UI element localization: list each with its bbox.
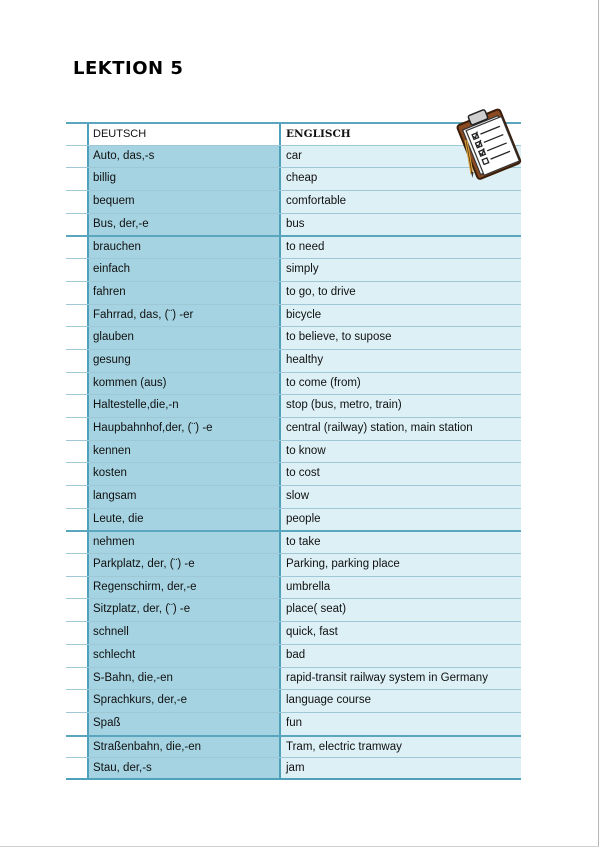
german-term: S-Bahn, die,-en: [87, 668, 281, 690]
row-stub: [66, 418, 87, 440]
german-term: Sprachkurs, der,-e: [87, 690, 281, 712]
row-stub: [66, 532, 87, 553]
english-translation: healthy: [281, 350, 521, 372]
german-term: Spaß: [87, 713, 281, 735]
german-term: Regenschirm, der,-e: [87, 577, 281, 599]
german-term: Bus, der,-e: [87, 214, 281, 236]
row-stub: [66, 486, 87, 508]
german-term: Stau, der,-s: [87, 758, 281, 778]
row-stub: [66, 690, 87, 712]
german-term: billig: [87, 168, 281, 190]
english-translation: slow: [281, 486, 521, 508]
row-stub: [66, 463, 87, 485]
row-stub: [66, 668, 87, 690]
english-translation: to come (from): [281, 373, 521, 395]
table-row: [66, 394, 521, 417]
english-translation: people: [281, 509, 521, 531]
english-translation: jam: [281, 758, 521, 778]
table-row: [66, 440, 521, 463]
german-term: glauben: [87, 327, 281, 349]
english-translation: fun: [281, 713, 521, 735]
row-stub: [66, 373, 87, 395]
row-stub: [66, 124, 87, 145]
table-row: [66, 667, 521, 690]
row-stub: [66, 282, 87, 304]
row-stub: [66, 237, 87, 258]
german-term: kosten: [87, 463, 281, 485]
german-term: Auto, das,-s: [87, 146, 281, 168]
row-stub: [66, 554, 87, 576]
table-header-row: [66, 122, 521, 145]
german-term: schnell: [87, 622, 281, 644]
table-row: [66, 508, 521, 531]
english-translation: quick, fast: [281, 622, 521, 644]
german-term: Straßenbahn, die,-en: [87, 737, 281, 758]
clipboard-checklist-icon: [456, 100, 528, 182]
table-row: [66, 349, 521, 372]
row-stub: [66, 622, 87, 644]
english-translation: bad: [281, 645, 521, 667]
german-term: brauchen: [87, 237, 281, 258]
row-stub: [66, 713, 87, 735]
row-stub: [66, 441, 87, 463]
german-term: nehmen: [87, 532, 281, 553]
table-row: [66, 644, 521, 667]
row-stub: [66, 577, 87, 599]
table-row: [66, 235, 521, 258]
german-term: Leute, die: [87, 509, 281, 531]
row-stub: [66, 758, 87, 778]
english-translation: to take: [281, 532, 521, 553]
row-stub: [66, 191, 87, 213]
row-stub: [66, 146, 87, 168]
row-stub: [66, 599, 87, 621]
english-translation: simply: [281, 259, 521, 281]
table-row: [66, 417, 521, 440]
german-term: einfach: [87, 259, 281, 281]
german-term: Haltestelle,die,-n: [87, 395, 281, 417]
english-translation: Tram, electric tramway: [281, 737, 521, 758]
german-term: schlecht: [87, 645, 281, 667]
english-translation: Parking, parking place: [281, 554, 521, 576]
english-translation: to cost: [281, 463, 521, 485]
table-row: [66, 689, 521, 712]
english-translation: bicycle: [281, 305, 521, 327]
row-stub: [66, 327, 87, 349]
table-row: [66, 576, 521, 599]
table-row: [66, 553, 521, 576]
german-term: bequem: [87, 191, 281, 213]
row-stub: [66, 395, 87, 417]
german-term: langsam: [87, 486, 281, 508]
table-row: [66, 372, 521, 395]
english-translation: rapid-transit railway system in Germany: [281, 668, 521, 690]
vocabulary-table: [66, 122, 521, 780]
english-translation: comfortable: [281, 191, 521, 213]
table-row: [66, 190, 521, 213]
table-row: [66, 712, 521, 735]
table-row: [66, 145, 521, 168]
table-row: [66, 326, 521, 349]
table-row: [66, 757, 521, 780]
table-row: [66, 598, 521, 621]
english-translation: to believe, to supose: [281, 327, 521, 349]
table-row: [66, 304, 521, 327]
german-term: Parkplatz, der, (¨) -e: [87, 554, 281, 576]
row-stub: [66, 168, 87, 190]
english-translation: language course: [281, 690, 521, 712]
table-row: [66, 462, 521, 485]
english-translation: bus: [281, 214, 521, 236]
table-row: [66, 281, 521, 304]
german-term: Fahrrad, das, (¨) -er: [87, 305, 281, 327]
english-translation: central (railway) station, main station: [281, 418, 521, 440]
english-translation: to know: [281, 441, 521, 463]
row-stub: [66, 509, 87, 531]
row-stub: [66, 645, 87, 667]
german-term: kommen (aus): [87, 373, 281, 395]
table-row: [66, 167, 521, 190]
english-translation: stop (bus, metro, train): [281, 395, 521, 417]
table-row: [66, 530, 521, 553]
english-translation: to need: [281, 237, 521, 258]
row-stub: [66, 305, 87, 327]
row-stub: [66, 214, 87, 236]
row-stub: [66, 350, 87, 372]
header-german: DEUTSCH: [87, 124, 281, 145]
table-row: [66, 213, 521, 236]
table-row: [66, 258, 521, 281]
header-english: ENGLISCH: [281, 124, 521, 145]
german-term: gesung: [87, 350, 281, 372]
english-translation: umbrella: [281, 577, 521, 599]
row-stub: [66, 737, 87, 758]
english-translation: place( seat): [281, 599, 521, 621]
english-translation: to go, to drive: [281, 282, 521, 304]
table-row: [66, 735, 521, 758]
german-term: Haupbahnhof,der, (¨) -e: [87, 418, 281, 440]
german-term: kennen: [87, 441, 281, 463]
row-stub: [66, 259, 87, 281]
table-row: [66, 621, 521, 644]
page-title: LEKTION 5: [73, 58, 184, 79]
table-row: [66, 485, 521, 508]
german-term: fahren: [87, 282, 281, 304]
english-translation: car: [281, 146, 521, 168]
english-translation: cheap: [281, 168, 521, 190]
german-term: Sitzplatz, der, (¨) -e: [87, 599, 281, 621]
